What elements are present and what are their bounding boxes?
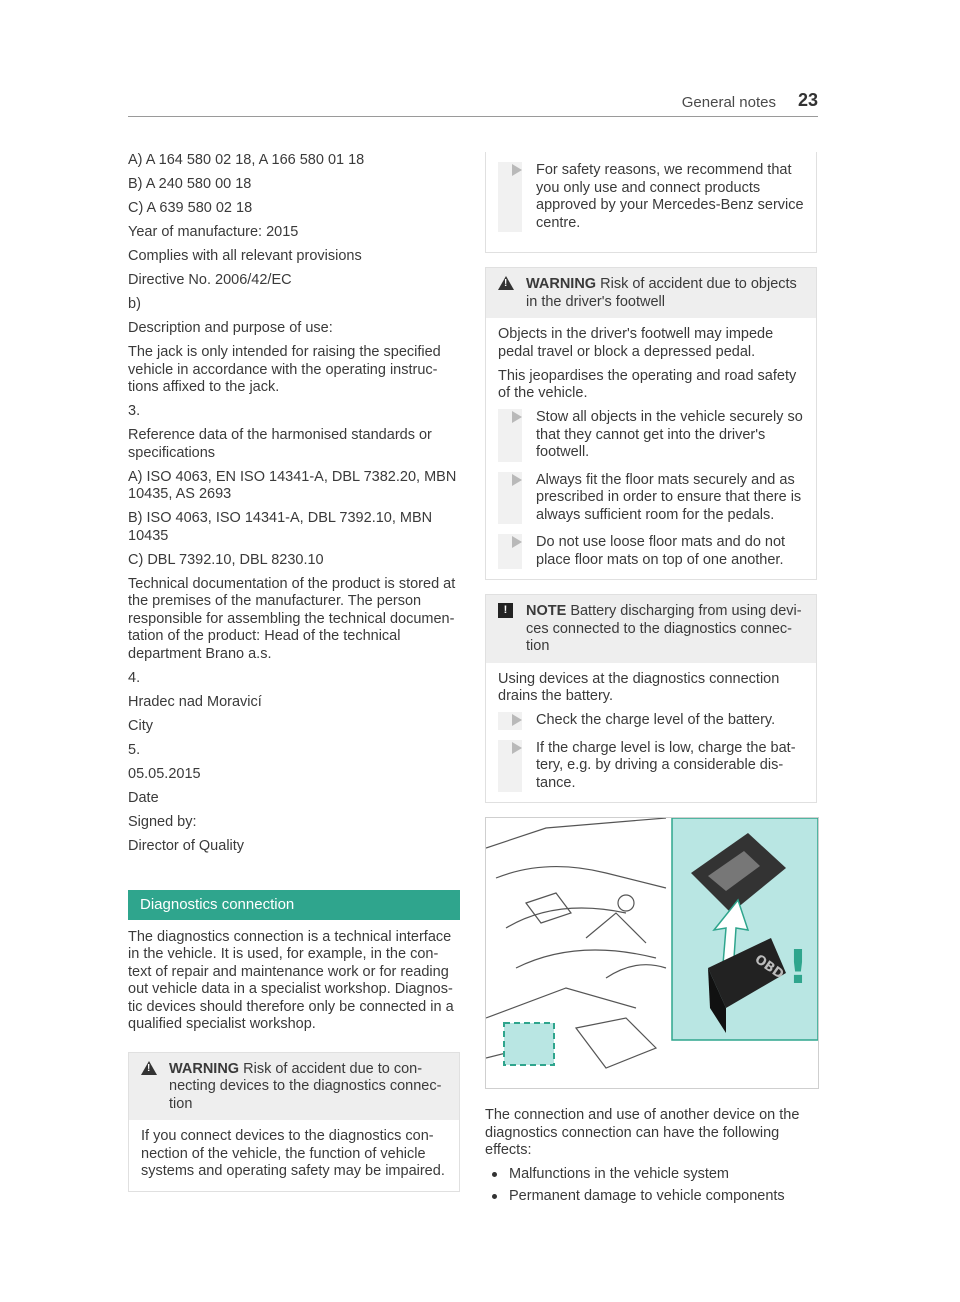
diagnostics-description: The diagnostics connection is a technical interface in the vehicle. It is used, for example, in the con-text of repair and maintenance work or for reading out vehicle data in a specialist workshop. Diagnos-tic devices should therefore only be connected in a qualified specialist workshop. <box>128 928 454 1032</box>
step-text: If the charge level is low, charge the bat-tery, e.g. by driving a considerable dis-tance. <box>536 739 796 791</box>
step-text: Check the charge level of the battery. <box>536 712 776 728</box>
paragraph: A) A 164 580 02 18, A 166 580 01 18 <box>128 152 365 168</box>
warning-header <box>486 268 816 318</box>
left-column <box>128 152 460 1192</box>
paragraph: C) DBL 7392.10, DBL 8230.10 <box>128 551 324 568</box>
warning-box-footwell <box>485 267 817 580</box>
note-icon: ! <box>498 603 513 618</box>
warning-text: Objects in the driver's footwell may impede pedal travel or block a depressed pedal. <box>498 326 774 360</box>
obd-location-marker <box>504 1023 554 1065</box>
arrow-right-icon <box>512 474 522 486</box>
note-text: Using devices at the diagnostics connection drains the battery. <box>498 670 780 704</box>
paragraph: C) A 639 580 02 18 <box>128 200 253 216</box>
paragraph: B) A 240 580 00 18 <box>128 176 252 192</box>
list-item-text: Permanent damage to vehicle components <box>509 1187 785 1204</box>
arrow-right-icon <box>512 411 522 423</box>
paragraph: Complies with all relevant provisions <box>128 248 362 264</box>
note-label: NOTE <box>526 603 567 619</box>
paragraph: A) ISO 4063, EN ISO 14341-A, DBL 7382.20, MBN 10435, AS 2693 <box>128 468 457 502</box>
instruction-step <box>498 712 804 730</box>
paragraph: The jack is only intended for raising the specified vehicle in accordance with the operating instruc-tions affixed to the jack. <box>128 344 441 395</box>
list-item <box>485 1166 817 1184</box>
paragraph: Date <box>128 789 159 806</box>
instruction-step <box>498 409 804 462</box>
list-item-text: Malfunctions in the vehicle system <box>509 1166 730 1182</box>
paragraph: Director of Quality <box>128 837 245 854</box>
warning-text: This jeopardises the operating and road safety of the vehicle. <box>498 367 797 401</box>
paragraph: 05.05.2015 <box>128 765 201 782</box>
arrow-right-icon <box>512 714 522 726</box>
section-title: General notes <box>681 94 776 111</box>
warning-box-diagnostics <box>128 1052 460 1192</box>
bullet-icon <box>492 1172 497 1177</box>
arrow-right-icon <box>512 164 522 176</box>
paragraph: 4. <box>128 669 141 686</box>
paragraph: 5. <box>128 741 141 758</box>
warning-label: WARNING <box>526 276 597 292</box>
obd-label: OBD <box>751 951 787 983</box>
effects-intro: The connection and use of another device on the diagnostics connection can have the following effects: <box>485 1107 800 1158</box>
warning-title: Risk of accident due to con-necting devices to the diagnostics connec-tion <box>169 1060 442 1112</box>
obd-port-illustration <box>485 817 819 1089</box>
instruction-step <box>498 472 804 525</box>
step-text: Stow all objects in the vehicle securely so that they cannot get into the driver's footwell. <box>536 409 803 460</box>
instruction-step <box>498 162 804 232</box>
paragraph: B) ISO 4063, ISO 14341-A, DBL 7392.10, MBN 10435 <box>128 510 433 544</box>
exclamation-icon: ! <box>787 940 809 994</box>
bullet-icon <box>492 1194 497 1199</box>
step-text: Always fit the floor mats securely and as prescribed in order to ensure that there is always sufficient room for the pedals. <box>536 471 802 523</box>
warning-icon: ! <box>141 1061 157 1075</box>
paragraph: 3. <box>128 403 141 419</box>
paragraph: Description and purpose of use: <box>128 320 333 336</box>
warning-header <box>129 1053 459 1121</box>
warning-icon: ! <box>498 276 514 290</box>
right-column <box>485 152 817 1209</box>
paragraph: Year of manufacture: 2015 <box>128 224 299 240</box>
page-number: 23 <box>797 90 818 110</box>
instruction-step <box>498 740 804 793</box>
paragraph: b) <box>128 296 141 312</box>
illustration-svg <box>486 818 818 1088</box>
list-item <box>485 1188 817 1206</box>
warning-label: WARNING <box>169 1060 240 1077</box>
warning-body: If you connect devices to the diagnostics con-nection of the vehicle, the function of vehicle systems and operating safety may be impaired. <box>141 1128 445 1179</box>
arrow-right-icon <box>512 536 522 548</box>
instruction-step <box>498 534 804 569</box>
section-heading-diagnostics: Diagnostics connection <box>128 890 460 920</box>
warning-body <box>486 318 816 579</box>
step-text: For safety reasons, we recommend that you only use and connect products approved by your Mercedes-Benz service centre. <box>536 162 804 231</box>
paragraph: Signed by: <box>128 813 197 830</box>
warning-title: Risk of accident due to objects in the driver's footwell <box>526 276 797 310</box>
page-header <box>128 88 818 117</box>
step-box-top <box>485 152 817 253</box>
paragraph: Technical documentation of the product is stored at the premises of the manufacturer. The person responsible for assembling the technical documen-tation of the product: Head of the technical department Brano a.s. <box>128 575 456 662</box>
paragraph: Directive No. 2006/42/EC <box>128 272 292 288</box>
paragraph: City <box>128 717 153 734</box>
note-title: Battery discharging from using devi-ces connected to the diagnostics connec-tion <box>526 603 802 654</box>
note-box-battery <box>485 594 817 803</box>
paragraph: Hradec nad Moravicí <box>128 693 262 710</box>
note-body <box>486 663 816 803</box>
step-text: Do not use loose floor mats and do not place floor mats on top of one another. <box>536 534 786 568</box>
note-header <box>486 595 816 663</box>
paragraph: Reference data of the harmonised standards or specifications <box>128 427 432 461</box>
arrow-right-icon <box>512 742 522 754</box>
